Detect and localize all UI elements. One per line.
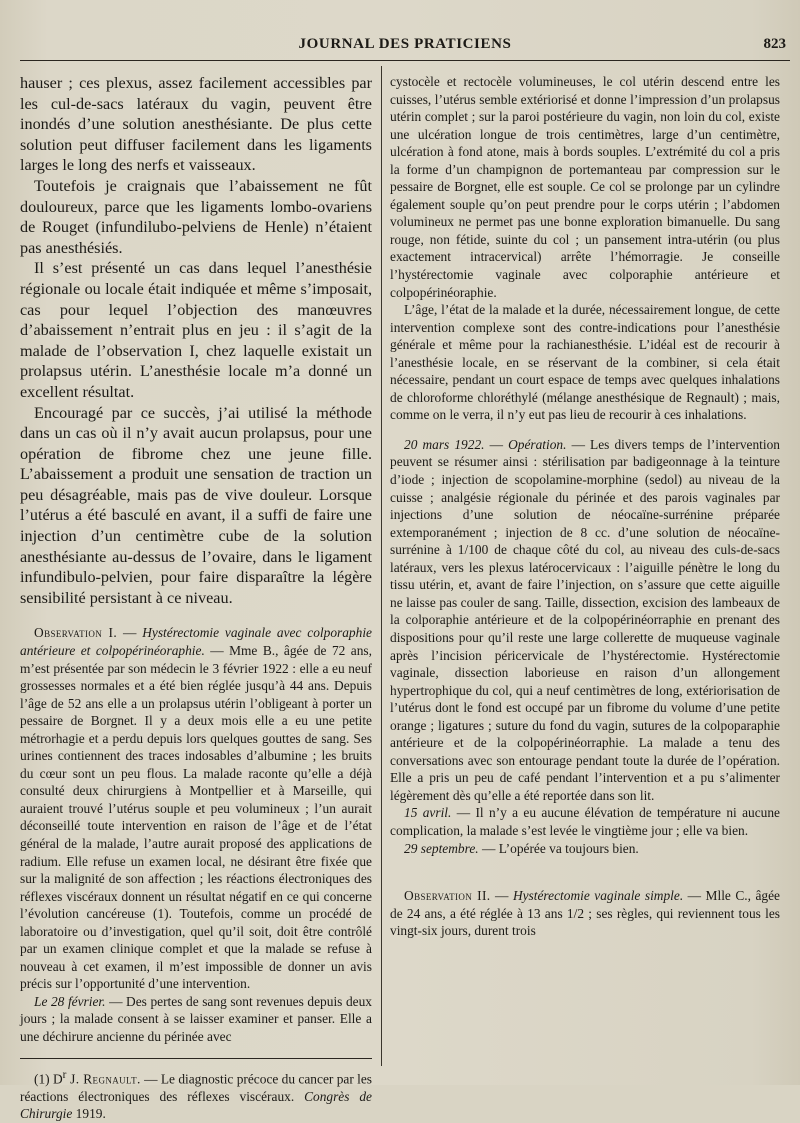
- operation-label: Opération.: [508, 436, 567, 452]
- left-column: [20, 73, 372, 1123]
- footnote-source: Congrès de Chirurgie: [20, 1088, 372, 1122]
- footnote-year: 1919.: [72, 1106, 106, 1122]
- footnote-author: J. Regnault.: [66, 1071, 141, 1087]
- observation-title: Hystérectomie vaginale avec colporaphie antérieure et colpopérinéoraphie.: [20, 625, 372, 658]
- dated-paragraph: [390, 804, 780, 839]
- dated-paragraph: [20, 993, 372, 1046]
- footnote-divider: [20, 1058, 372, 1059]
- observation-text: — Mlle C., âgée de 24 ans, a été réglée à 13 ans 1/2 ; ses règles, qui reviennent tous les vingt-six jours, durent trois: [390, 888, 780, 939]
- footnote-paragraph: [20, 1067, 372, 1123]
- date-label: Le 28 février.: [34, 993, 106, 1009]
- paragraph: hauser ; ces plexus, assez facilement accessibles par les cul-de-sacs latéraux du vagin, peuvent être inondés d’une solution anesthésiante. De plus cette solution peut diffuser facilement dans les ligaments larges le long des nerfs et vaisseaux.: [20, 74, 372, 175]
- dash: —: [117, 625, 143, 641]
- operation-date: 20 mars 1922.: [404, 436, 485, 452]
- date-label: 15 avril.: [404, 805, 452, 821]
- observation-label: Observation II.: [404, 888, 491, 904]
- paragraph: Il s’est présenté un cas dans lequel l’anesthésie régionale ou locale était indiquée et même s’imposait, cas pour lequel l’objection des manœuvres d’abaissement n’entrait plus en jeu : il s’agit de la malade de l’observation I, chez laquelle existait un prolapsus utérin. L’anesthésie locale m’a donné un excellent résultat.: [20, 259, 372, 401]
- footnote-text: — Le diagnostic précoce du cancer par les réactions électroniques des réflexes viscéraux.: [20, 1071, 373, 1104]
- right-column: [390, 73, 780, 940]
- dash: —: [484, 436, 509, 452]
- footnote-superscript: r: [62, 1068, 67, 1081]
- operation-text: — Les divers temps de l’intervention peuvent se résumer ainsi : stérilisation par badigeonnage à la teinture d’iode ; injection de scopolamine-morphine (sedol) au niveau de la cuisse ; analgésie régionale du périnée et des parois vaginales par injections d’une solution de néocaïne-surrénine préparée extemporanément ; injection de 8 cc. d’une solution de néocaïne-surrénine à 1/100 de chaque côté du col, au niveau des culs-de-sacs latéraux, vers les plexus latérocervicaux : l’aiguille pénètre le long du tissu utérin, et, avant de faire l’injection, on s’assure que cette aiguille ne laisse pas couler de sang. Taille, dissection, excision des lambeaux de la colporaphie antérieure et de la colpopérinéorraphie en prenant des dispositions pour qu’il reste une large collerette de muqueuse vaginale après l’incision péricervicale de l’hystérectomie. Hystérectomie vaginale, dissection laborieuse en raison d’un allongement hypertrophique du col, qui a neuf centimètres de long, extériorisation de l’utérus dont le fond est occupé par un fibrome du volume d’une petite orange ; ligatures ; suture du fond du vagin, sutures de la colpoparaphie antérieure et de la colpopérinéorraphie. La malade a tenu des conversations avec son entourage pendant toute la durée de l’opération. Elle a pris un peu de café pendant l’intervention et a pu s’alimenter légèrement dès qu’elle a été reportée dans son lit.: [390, 436, 780, 803]
- page-number: 823: [763, 36, 786, 52]
- observation-text: — Mme B., âgée de 72 ans, m’est présentée par son médecin le 3 février 1922 : elle a eu neuf grossesses normales et a été bien réglée jusqu’à 44 ans. Depuis l’âge de 52 ans elle a un prolapsus utérin l’obligeant à porter un pessaire de Borgnet. Il y a deux mois elle a eu une petite métrorhagie et a perdu depuis lors quelques gouttes de sang. Ses urines contiennent des traces indosables d’albumine ; les bruits du cœur sont un peu flous. La malade raconte qu’elle a déjà consulté deux chirurgiens à Montpellier et à Marseille, qui auraient trouvé l’utérus souple et peu volumineux ; l’un aurait déconseillé toute intervention en raison de l’âge et de l’état général de la malade, l’autre aurait proposé des applications de radium. Elle refuse un examen local, ne désirant être fixée que sur la malignité de son affection ; les réactions électroniques des réflexes viscéraux donnent un résultat négatif en ce qui concerne l’évolution cancéreuse (1). Toutefois, comme un procédé de laboratoire ou d’investigation, quel qu’il soit, doit être contrôlé par un examen clinique complet et que la malade se refuse à nouveau à cet examen, il m’est impossible de donner un avis précis sur l’opportunité d’une intervention.: [20, 642, 372, 992]
- paragraph: Toutefois je craignais que l’abaissement ne fût douloureux, parce que les ligaments lombo-ovariens de Rouget (infundilubo-pelviens de Henle) n’étaient pas anesthésiés.: [20, 176, 372, 257]
- operation-paragraph: [390, 436, 780, 804]
- paragraph: L’âge, l’état de la malade et la durée, nécessairement longue, de cette intervention complexe sont des contre-indications pour l’anesthésie générale et même pour la rachianesthésie. L’idéal est de recourir à l’anesthésie locale, en se réservant de la combiner, si cela était nécessaire, pendant un court espace de temps avec quelques inhalations de chloroforme chloréthylé (mélange anesthésique de Regnault) ; mais, comme on le verra, il n’y eut pas lieu de recourir à ces inhalations.: [390, 302, 780, 423]
- dated-text: — Des pertes de sang sont revenues depuis deux jours ; la malade consent à se laisser examiner et panser. Elle a une déchirure ancienne du périnée avec: [20, 993, 372, 1045]
- paragraph: Encouragé par ce succès, j’ai utilisé la méthode dans un cas où il n’y avait aucun prolapsus, pour une opération de fibrome chez une jeune fille. L’abaissement a produit une sensation de traction un peu désagréable, mais pas de vive douleur. Lorsque l’utérus a été basculé en avant, il a suffi de faire une injection d’un centimètre cube de la solution anesthésiante au-dessus de l’ovaire, dans le ligament infundibulo-pelvien, pour faire disparaître la légère sensibilité persistant à ce niveau.: [20, 403, 372, 607]
- observation-title: Hystérectomie vaginale simple.: [512, 888, 684, 904]
- running-title: JOURNAL DES PRATICIENS: [298, 36, 512, 52]
- observation-1: [20, 624, 372, 1045]
- dated-paragraph: [390, 840, 780, 858]
- footnote-number: (1) D: [34, 1071, 63, 1087]
- page-header: [20, 30, 790, 61]
- column-divider: [381, 66, 382, 1066]
- intro-text: [20, 73, 372, 608]
- footnote: [20, 1067, 372, 1123]
- dated-text: — L’opérée va toujours bien.: [478, 840, 639, 856]
- paragraph: cystocèle et rectocèle volumineuses, le col utérin descend entre les cuisses, l’utérus semble extériorisé et donne l’impression d’un prolapsus utérin complet ; sur la paroi postérieure du vagin, non loin du col, existe une ulcération longue de trois centimètres, large d’un centimètre, ulcération à fond atone, mais à bords souples. L’extrémité du col a pris la forme d’un champignon de portemanteau par compression sur le pessaire de Borgnet, elle est souple. Ce col se prolonge par un cylindre également souple qu’on peut prendre pour le corps utérin ; l’abdomen volumineux ne permet pas une bonne exploration bimanuelle. Du sang rouge, non fétide, suinte du col ; un pansement intra-utérin (ou plus exactement intracervical) arrête l’hémorragie. Je conseille l’hystérectomie vaginale avec colporaphie antérieure et colpopérinéoraphie.: [390, 74, 780, 300]
- observation-2-paragraph: [390, 887, 780, 940]
- date-label: 29 septembre.: [404, 840, 479, 856]
- dated-text: — Il n’y a eu aucune élévation de température ni aucune complication, la malade s’est levée le vingtième jour ; elle va bien.: [390, 805, 780, 838]
- observation-label: Observation I.: [34, 625, 118, 641]
- observation-1-paragraph: [20, 624, 372, 992]
- dash: —: [490, 888, 513, 904]
